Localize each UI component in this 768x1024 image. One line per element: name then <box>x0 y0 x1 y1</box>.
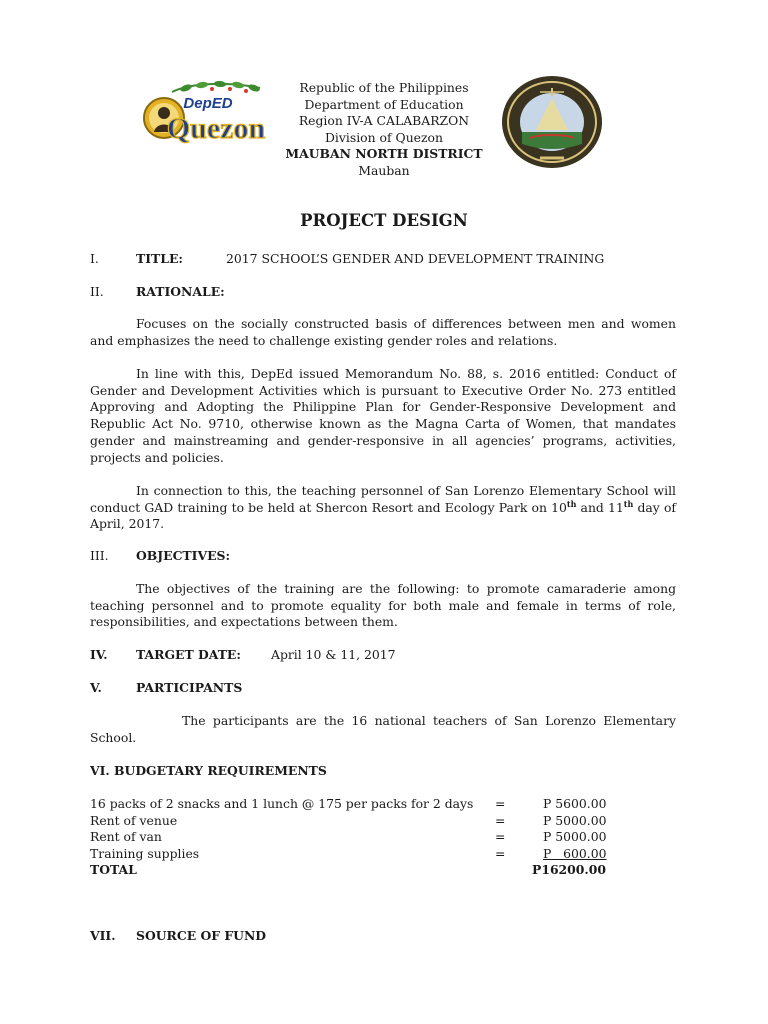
rationale-paragraph-2: In line with this, DepEd issued Memorandum No. 88, s. 2016 entitled: Conduct of Gender and Development Activities which is pursuant to Executive Order No. 273 entitled Approving and Adopting the Philippine Plan for Gender-Responsive Development and Republic Act No. 9710, otherwise known as the Magna Carta of Women, that mandates gender and mainstreaming and gender-responsive in all agencies’ programs, activities, projects and policies. <box>90 366 676 465</box>
section-budget-heading: VI. BUDGETARY REQUIREMENTS <box>90 763 327 778</box>
section-label: OBJECTIVES: <box>136 548 231 563</box>
budget-equals: = <box>495 845 506 861</box>
superscript: th <box>566 498 577 509</box>
section-label: TITLE: <box>136 251 183 266</box>
logo-deped-text: DepED <box>183 95 233 112</box>
letterhead-line: Republic of the Philippines <box>299 80 469 95</box>
letterhead-line: Region IV-A CALABARZON <box>298 113 470 128</box>
section-title <box>90 251 690 268</box>
participants-paragraph: The participants are the 16 national teachers of San Lorenzo Elementary School. <box>90 713 676 745</box>
objectives-paragraph: The objectives of the training are the following: to promote camaraderie among teaching personnel and to promote equality for both male and female in terms of role, responsibilities, and expectations between them. <box>90 581 676 630</box>
budget-row <box>90 846 650 863</box>
budget-total-label: TOTAL <box>90 862 137 878</box>
project-title-value: 2017 SCHOOL’S GENDER AND DEVELOPMENT TRAINING <box>226 251 605 266</box>
budget-equals: = <box>495 812 506 828</box>
budget-row <box>90 829 650 846</box>
budget-item: Rent of venue <box>90 812 178 828</box>
section-number: IV. <box>90 647 108 662</box>
budget-amount: P 600.00 <box>543 845 607 861</box>
section-target-date <box>90 647 690 664</box>
section-number: I. <box>90 251 99 266</box>
superscript: th <box>623 498 634 509</box>
section-number: VII. <box>90 928 116 943</box>
paragraph-text: day of April, 2017. <box>90 499 676 532</box>
budget-item: Training supplies <box>90 845 200 861</box>
budget-item: Rent of van <box>90 829 162 845</box>
budget-table <box>90 796 650 879</box>
budget-row <box>90 796 650 813</box>
section-label: RATIONALE: <box>136 284 225 299</box>
target-date-value: April 10 & 11, 2017 <box>271 647 396 662</box>
section-objectives <box>90 548 690 565</box>
rationale-paragraph-3 <box>90 483 676 533</box>
budget-item: 16 packs of 2 snacks and 1 lunch @ 175 per packs for 2 days <box>90 796 474 811</box>
deped-quezon-logo <box>142 80 270 158</box>
section-rationale <box>90 284 690 301</box>
budget-amount: P 5000.00 <box>543 812 607 828</box>
paragraph-text: and 11 <box>576 499 624 515</box>
section-number: II. <box>90 284 104 299</box>
letterhead-line: Department of Education <box>304 96 464 112</box>
seal-icon <box>502 76 602 168</box>
section-label: SOURCE OF FUND <box>136 928 267 943</box>
budget-equals: = <box>495 796 506 811</box>
letterhead-town: Mauban <box>358 162 410 178</box>
rationale-paragraph-1: Focuses on the socially constructed basis of differences between men and women and emphasizes the need to challenge existing gender roles and relations. <box>90 316 676 348</box>
letterhead-district: MAUBAN NORTH DISTRICT <box>285 146 483 161</box>
budget-equals: = <box>495 829 506 845</box>
paragraph-text: In connection to this, the teaching personnel of San Lorenzo Elementary School will conduct GAD training to be held at Shercon Resort and Ecology Park on 10 <box>90 483 676 515</box>
logo-quezon-text: Quezon <box>166 112 266 145</box>
budget-total-row <box>90 862 650 879</box>
page-title: PROJECT DESIGN <box>300 211 468 230</box>
budget-row <box>90 813 650 830</box>
letterhead-line: Division of Quezon <box>325 129 443 145</box>
section-label: TARGET DATE: <box>136 647 241 662</box>
district-seal-logo <box>500 74 604 170</box>
section-number: V. <box>90 680 102 695</box>
laurel-icon <box>172 80 261 93</box>
section-label: PARTICIPANTS <box>136 680 243 695</box>
budget-total-amount: P16200.00 <box>532 862 606 878</box>
section-number: III. <box>90 548 109 563</box>
section-source-of-fund <box>90 928 267 943</box>
budget-amount: P 5000.00 <box>543 829 607 845</box>
section-participants <box>90 680 690 697</box>
letterhead <box>270 80 498 179</box>
budget-amount: P 5600.00 <box>543 796 607 811</box>
